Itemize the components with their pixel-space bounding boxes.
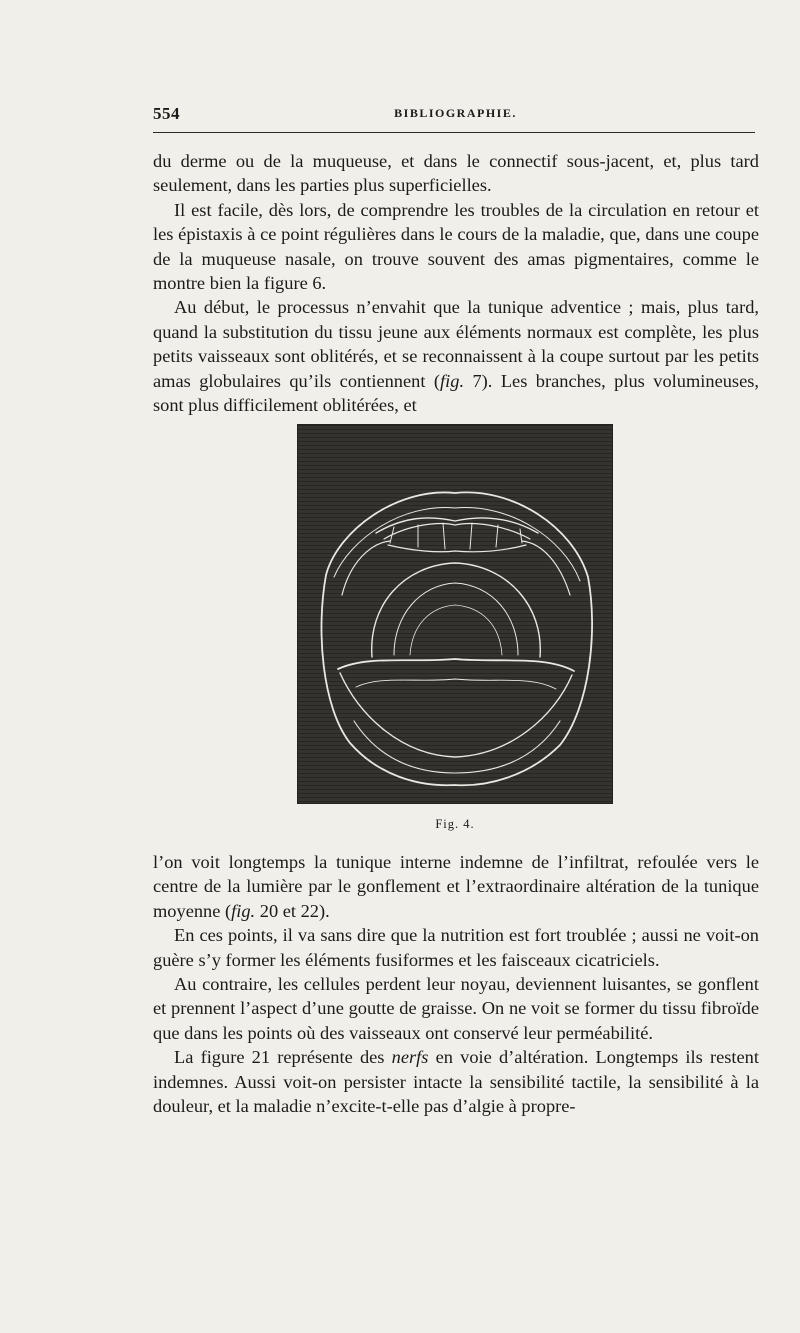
text-before-figure <box>153 149 759 417</box>
paragraph: Il est facile, dès lors, de comprendre les troubles de la circulation en retour et les épistaxis à ce point régulières dans le cours de la maladie, que, dans une coupe de la muqueuse nasale, on trouve souvent des amas pigmentaires, comme le montre bien la figure 6. <box>153 199 759 294</box>
text-run: La figure 21 représente des <box>174 1047 392 1068</box>
text-run: Au début, le processus n’envahit que la tunique adventice ; mais, plus tard, quand la substitution du tissu jeune aux éléments normaux est complète, les plus petits vaisseaux sont oblitérés, et se reconnaissent à la coupe surtout par les petits amas globulaires qu’ils contiennent ( <box>153 297 759 391</box>
text-run: l’on voit longtemps la tunique interne indemne de l’infiltrat, refoulée vers le centre de la lumière par le gonflement et l’extraordinaire altération de la tunique moyenne ( <box>153 852 759 921</box>
header-rule <box>153 132 755 133</box>
italic-term: nerfs <box>391 1047 429 1068</box>
italic-reference: fig. <box>231 900 256 921</box>
paragraph <box>153 295 759 417</box>
text-run: 20 et 22). <box>255 900 330 921</box>
paragraph: En ces points, il va sans dire que la nutrition est fort troublée ; aussi ne voit-on guère s’y former les éléments fusiformes et les faisceaux cicatriciels. <box>153 925 759 970</box>
text-after-figure <box>153 850 759 1118</box>
paragraph-continuation: du derme ou de la muqueuse, et dans le connectif sous-jacent, et, plus tard seulement, dans les parties plus superficielles. <box>153 151 759 196</box>
italic-reference: fig. <box>440 370 465 391</box>
text-run: 7). Les branches, plus volumineuses, sont plus difficilement oblitérées, et <box>153 370 760 416</box>
mouth-engraving <box>298 425 612 803</box>
paragraph <box>153 1045 759 1118</box>
paragraph: Au contraire, les cellules perdent leur noyau, deviennent luisantes, se gonflent et prennent l’aspect d’une goutte de graisse. On ne voit se former du tissu fibroïde que dans les points où des vaisseaux ont conservé leur perméabilité. <box>153 974 759 1043</box>
paragraph-continuation <box>153 850 759 923</box>
page-number: 554 <box>153 104 180 123</box>
running-title: BIBLIOGRAPHIE. <box>394 106 517 120</box>
figure-caption: Fig. 4. <box>435 817 475 831</box>
figure-illustration-open-mouth <box>298 425 612 803</box>
text-run: en voie d’altération. Longtemps ils restent indemnes. Aussi voit-on persister intacte la sensibilité tactile, la sensibilité à la douleur, et la maladie n’excite-t-elle pas d’algie à propre- <box>153 1047 759 1117</box>
page-header <box>153 104 758 126</box>
